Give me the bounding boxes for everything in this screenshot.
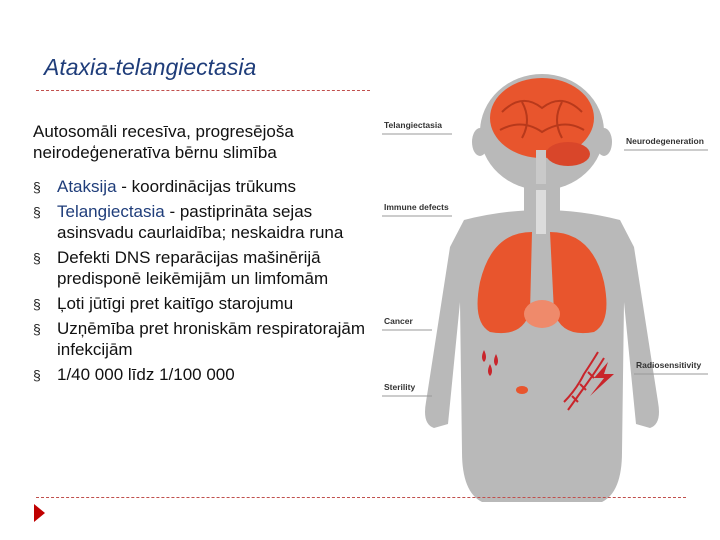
- bullet-icon: §: [33, 204, 41, 220]
- label-neurodegeneration: Neurodegeneration: [626, 136, 704, 146]
- bullet-text: Ļoti jūtīgi pret kaitīgo starojumu: [57, 294, 294, 313]
- bullet-text: - koordinācijas trūkums: [116, 177, 297, 196]
- bullet-icon: §: [33, 250, 41, 266]
- bullet-icon: §: [33, 179, 41, 195]
- label-cancer: Cancer: [384, 316, 413, 326]
- bullet-text: - pastiprināta sejas asinsvadu caurlaidība; neskaidra runa: [57, 202, 344, 242]
- label-sterility: Sterility: [384, 382, 416, 392]
- title-divider: [36, 90, 370, 91]
- bullet-icon: §: [33, 321, 41, 337]
- list-item: [33, 247, 378, 289]
- arrow-icon: [34, 504, 45, 522]
- bullet-text: Uzņēmība pret hroniskām respiratorajām infekcijām: [57, 319, 366, 359]
- bullet-icon: §: [33, 296, 41, 312]
- bullet-term: Ataksija: [57, 177, 117, 196]
- label-immune-defects: Immune defects: [384, 202, 449, 212]
- list-item: [33, 318, 378, 360]
- lymph-organ: [524, 300, 560, 328]
- footer-divider: [36, 497, 686, 498]
- bullet-text: 1/40 000 līdz 1/100 000: [57, 365, 235, 384]
- list-item: [33, 293, 378, 314]
- list-item: [33, 364, 378, 385]
- label-telangiectasia: Telangiectasia: [384, 120, 442, 130]
- body-illustration: [372, 72, 712, 502]
- bullet-term: Telangiectasia: [57, 202, 165, 221]
- sterility-organ: [516, 386, 528, 394]
- bullet-text: Defekti DNS reparācijas mašinērijā predisponē leikēmijām un limfomām: [57, 248, 329, 288]
- trachea: [536, 190, 546, 234]
- bullet-icon: §: [33, 367, 41, 383]
- list-item: [33, 201, 378, 243]
- label-radiosensitivity: Radiosensitivity: [636, 360, 702, 370]
- bullet-list: [33, 176, 378, 389]
- slide-title: Ataxia-telangiectasia: [44, 54, 257, 80]
- intro-text: Autosomāli recesīva, progresējoša neirodeģeneratīva bērnu slimība: [33, 122, 294, 162]
- list-item: [33, 176, 378, 197]
